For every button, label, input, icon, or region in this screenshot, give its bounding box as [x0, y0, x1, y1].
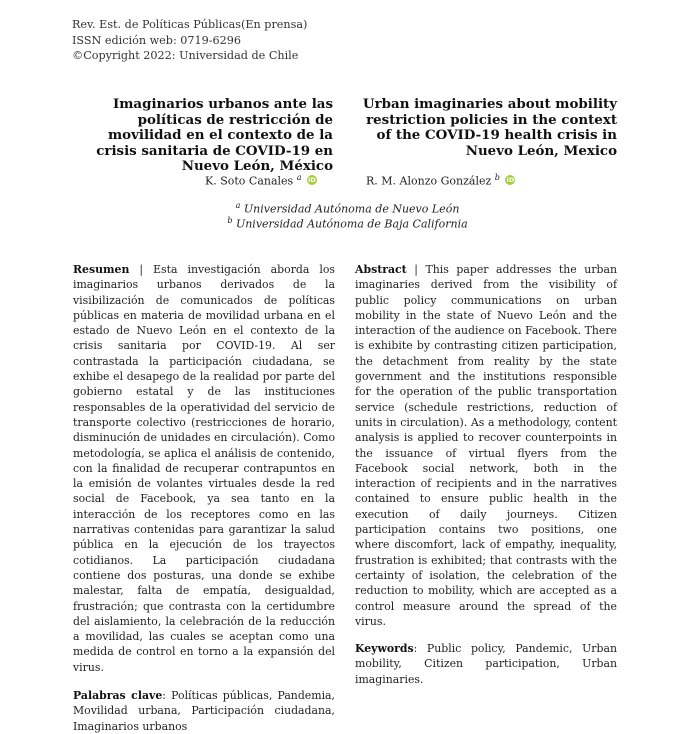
affiliation-name: Universidad Autónoma de Nuevo León: [243, 202, 460, 216]
affiliation-a: [0, 201, 695, 216]
keywords-text: Public policy, Pandemic, Urban mobility, Citizen participation, Urban imaginaries.: [355, 642, 617, 686]
english-column: [355, 262, 617, 687]
issn: ISSN edición web: 0719-6296: [72, 33, 242, 47]
title-spanish: Imaginarios urbanos ante las políticas de restricción de movilidad en el contexto de la crisis sanitaria de COVID-19 en Nuevo León, México: [96, 96, 333, 175]
orcid-icon[interactable]: iD: [506, 175, 515, 184]
abstract-label: Resumen: [73, 263, 130, 276]
separator: :: [413, 642, 427, 656]
keywords-label: Keywords: [355, 642, 414, 656]
affiliation-b: [0, 216, 695, 231]
keywords-spanish: [73, 688, 335, 734]
abstract-label: Abstract: [355, 263, 407, 276]
keywords-text: Políticas públicas, Pandemia, Movilidad urbana, Participación ciudadana, Imaginarios urbanos: [73, 689, 336, 733]
journal-header: [72, 17, 307, 64]
copyright: ©Copyright 2022: Universidad de Chile: [72, 49, 299, 63]
author-affiliation-mark: b: [494, 173, 500, 182]
orcid-icon[interactable]: iD: [308, 175, 316, 184]
keywords-english: [355, 641, 617, 687]
abstract-text: This paper addresses the urban imaginaries derived from the visibility of public policy communications on urban mobility in the state of Nuevo León and the interaction of the audience on Facebook. There is exhibite by contrasting citizen participation, the detachment from reality by the state government and the institutions responsible for the operation of the public transportation service (schedule restrictions, reduction of units in circulation). As a methodology, content analysis is applied to recover counterpoints in the issuance of virtual flyers from the Facebook social network, both in the interaction of recipients and in the narratives contained to ensure public health in the execution of daily journeys. Citizen participation contains two positions, one where discomfort, lack of empathy, inequality, frustration is exhibited; that contrasts with the certainty of isolation, the celebration of the reduction to mobility, which are accepted as a control measure around the spread of the virus.: [355, 263, 617, 628]
journal-name: Rev. Est. de Políticas Públicas(En prensa): [72, 18, 308, 31]
title-english: Urban imaginaries about mobility restriction policies in the context of the COVID-19 health crisis in Nuevo León, Mexico: [362, 96, 617, 159]
author-name: R. M. Alonzo González: [366, 174, 492, 188]
affiliation-name: Universidad Autónoma de Baja California: [235, 217, 468, 231]
keywords-label: Palabras clave: [73, 689, 163, 703]
author-1: [205, 173, 317, 188]
author-name: K. Soto Canales: [205, 174, 294, 188]
abstract-english: [355, 262, 617, 629]
separator: |: [129, 263, 154, 276]
author-2: [366, 173, 515, 188]
separator: :: [162, 689, 172, 703]
spanish-column: [73, 262, 335, 734]
author-affiliation-mark: a: [296, 173, 302, 182]
affiliation-mark: a: [235, 201, 241, 210]
abstract-spanish: [73, 262, 335, 675]
separator: |: [406, 263, 426, 276]
affiliation-mark: b: [227, 216, 233, 225]
abstract-text: Esta investigación aborda los imaginarios urbanos derivados de la visibilización de comunicados de políticas públicas en materia de movilidad urbana en el estado de Nuevo León en el contexto de la crisis sanitaria por COVID-19. Al ser contrastada la participación ciudadana, se exhibe el desapego de la realidad por parte del gobierno estatal y de las instituciones responsables de la operatividad del servicio de transporte colectivo (restricciones de horario, disminución de unidades en circulación). Como metodología, se aplica el análisis de contenido, con la finalidad de recuperar contrapuntos en la emisión de volantes virtuales desde la red social de Facebook, ya sea tanto en la interacción de los receptores como en las narrativas contenidas para garantizar la salud pública en la ejecución de los trayectos cotidianos. La participación ciudadana contiene dos posturas, una donde se exhibe malestar, falta de empatía, desigualdad, frustración; que contrasta con la certidumbre del aislamiento, la celebración de la reducción a movilidad, las cuales se aceptan como una medida de control en torno a la expansión del virus.: [73, 263, 335, 674]
